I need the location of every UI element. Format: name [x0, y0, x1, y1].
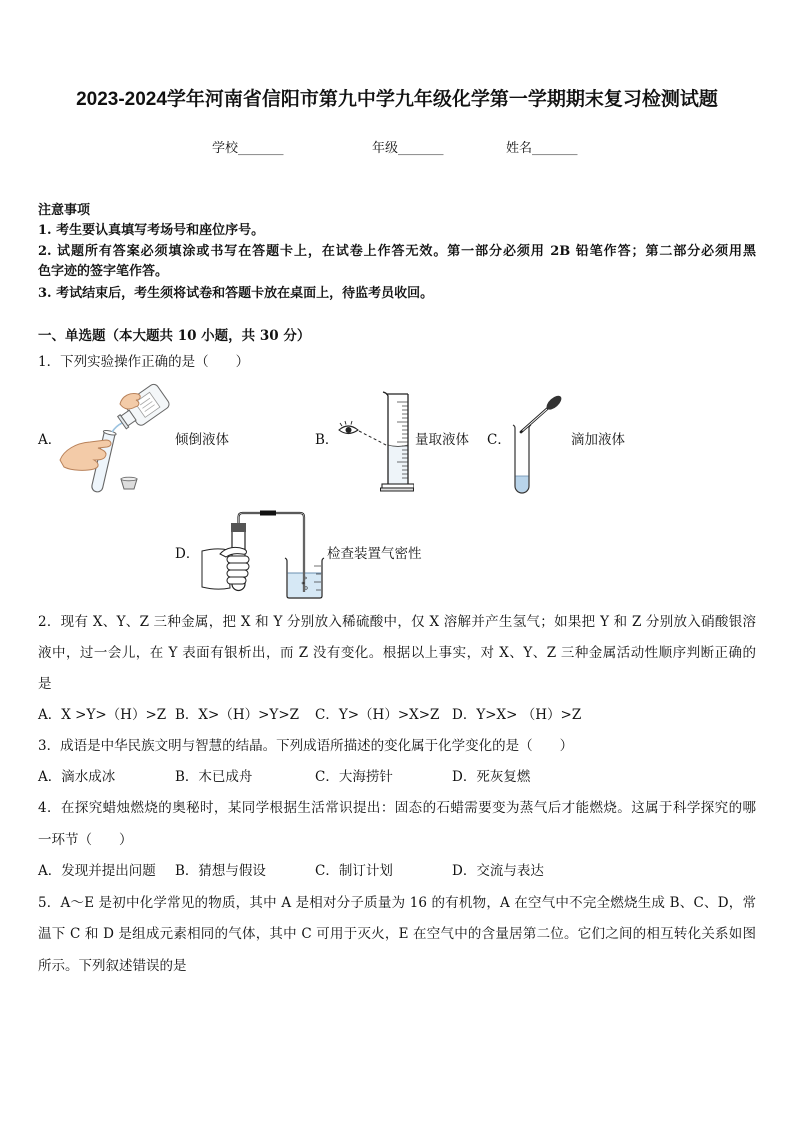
question-1-stem: 1．下列实验操作正确的是（ ）	[38, 354, 250, 370]
question-4-stem-line-2: 一环节（ ）	[38, 832, 133, 848]
test-tube	[513, 425, 531, 493]
notice-item-1: 1. 考生要认真填写考场号和座位序号。	[38, 223, 265, 238]
question-2-stem-line-3: 是	[38, 676, 52, 692]
question-3-option-c: C．大海捞针	[315, 769, 393, 785]
question-4-option-a: A．发现并提出问题	[38, 863, 156, 879]
hand-holding-bottle	[120, 393, 140, 408]
question-3-stem: 3．成语是中华民族文明与智慧的结晶。下列成语所描述的变化属于化学变化的是（ ）	[38, 738, 574, 754]
notice-item-2-line-1: 2. 试题所有答案必须填涂或书写在答题卡上，在试卷上作答无效。第一部分必须用 2B 铅笔作答；第二部分必须用黑	[38, 244, 756, 259]
pouring-liquid-illustration	[56, 380, 172, 498]
question-4-stem-line-1: 4．在探究蜡烛燃烧的奥秘时，某同学根据生活常识提出：固态的石蜡需要变为蒸气后才能燃烧。这属于科学探究的哪	[38, 800, 756, 816]
question-3-option-b: B．木已成舟	[175, 769, 253, 785]
graduated-cylinder	[381, 392, 415, 491]
question-2-option-b: B．X>（H）>Y>Z	[175, 707, 300, 723]
name-field: 姓名_______	[506, 141, 578, 156]
grade-field: 年级_______	[372, 141, 444, 156]
question-1-option-c-label: C．	[487, 432, 511, 448]
question-1-option-c-caption: 滴加液体	[571, 432, 625, 448]
question-1-option-d-caption: 检查装置气密性	[327, 546, 422, 562]
question-4-option-d: D．交流与表达	[452, 863, 544, 879]
question-1-option-a-label: A．	[38, 432, 62, 448]
question-5-stem-line-2: 温下 C 和 D 是组成元素相同的气体，其中 C 可用于灭火，E 在空气中的含量居第二位。它们之间的相互转化关系如图	[38, 926, 756, 942]
question-4-option-c: C．制订计划	[315, 863, 393, 879]
bottle-stopper	[121, 477, 137, 489]
school-field: 学校_______	[212, 141, 284, 156]
question-2-option-c: C．Y>（H）>X>Z	[315, 707, 440, 723]
liquid-stream	[112, 423, 122, 432]
question-1-option-b-label: B．	[315, 432, 339, 448]
hand	[202, 547, 249, 589]
dropper-adding-liquid-illustration	[504, 388, 566, 498]
graduated-cylinder-reading-illustration	[334, 388, 414, 494]
question-1-option-d-label: D．	[175, 546, 200, 562]
question-1-option-a-caption: 倾倒液体	[175, 432, 229, 448]
question-3-option-d: D．死灰复燃	[452, 769, 531, 785]
question-1-option-b-caption: 量取液体	[415, 432, 469, 448]
dropper	[521, 393, 564, 432]
question-2-option-d: D．Y>X> （H）>Z	[452, 707, 582, 723]
section-heading: 一、单选题（本大题共 10 小题，共 30 分）	[38, 328, 311, 344]
rubber-stopper	[231, 523, 246, 532]
question-5-stem-line-1: 5．A～E 是初中化学常见的物质，其中 A 是相对分子质量为 16 的有机物，A 在空气中不完全燃烧生成 B、C、D，常	[38, 895, 756, 911]
rubber-connector	[260, 511, 276, 516]
exam-title: 2023-2024学年河南省信阳市第九中学九年级化学第一学期期末复习检测试题	[76, 89, 718, 110]
question-2-option-a: A．X >Y>（H）>Z	[38, 707, 167, 723]
question-5-stem-line-3: 所示。下列叙述错误的是	[38, 958, 187, 974]
question-3-option-a: A．滴水成冰	[38, 769, 116, 785]
question-2-stem-line-1: 2．现有 X、Y、Z 三种金属，把 X 和 Y 分别放入稀硫酸中，仅 X 溶解并产生氢气；如果把 Y 和 Z 分别放入硝酸银溶	[38, 614, 756, 630]
airtightness-check-illustration	[200, 504, 326, 602]
notice-item-2-line-2: 色字迹的签字笔作答。	[38, 264, 169, 279]
reagent-bottle	[114, 382, 171, 434]
eye-icon	[339, 421, 358, 434]
question-2-stem-line-2: 液中，过一会儿，在 Y 表面有银析出，而 Z 没有变化。根据以上事实，对 X、Y、Z 三种金属活动性顺序判断正确的	[38, 645, 756, 661]
sight-line	[359, 431, 388, 446]
notice-item-3: 3. 考试结束后，考生须将试卷和答题卡放在桌面上，待监考员收回。	[38, 286, 434, 301]
question-4-option-b: B．猜想与假设	[175, 863, 266, 879]
notice-heading: 注意事项	[38, 203, 91, 218]
